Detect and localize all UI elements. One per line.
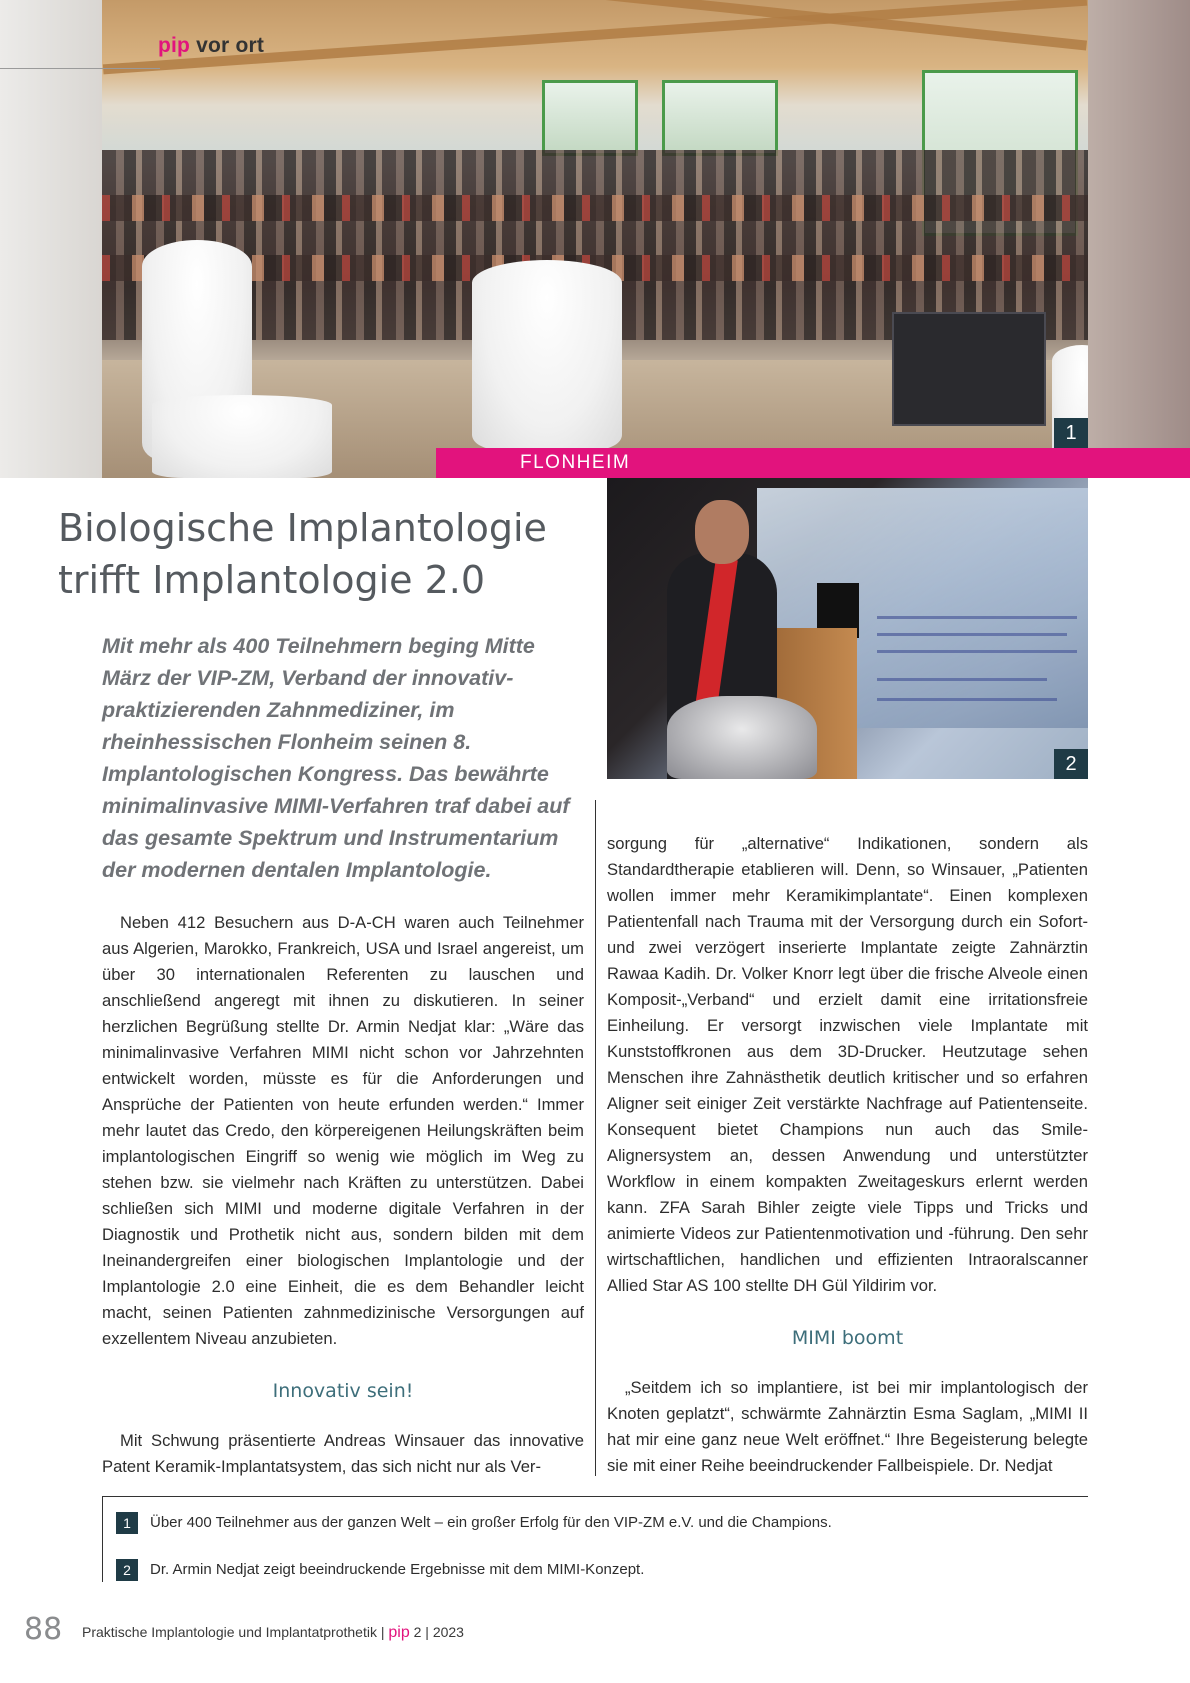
photo-number-badge: 1 (1054, 418, 1088, 448)
caption-number-badge: 2 (116, 1559, 138, 1581)
footer-separator: | (380, 1624, 385, 1640)
body-column-right (607, 831, 1088, 1479)
photo-caption: Über 400 Teilnehmer aus der ganzen Welt – ein großer Erfolg für den VIP-ZM e.V. und die Champions. (150, 1514, 832, 1531)
audience-row (102, 195, 1088, 221)
bistro-table (472, 260, 622, 450)
screen-text-line (877, 616, 1077, 619)
body-paragraph: Mit Schwung präsentierte Andreas Winsauer das innovative Patent Keramik-Implantatsystem, das sich nicht nur als Ver- (102, 1431, 584, 1476)
section-label (158, 34, 264, 58)
screen-text-line (877, 650, 1077, 653)
caption-rule (102, 1496, 1088, 1497)
location-label: FLONHEIM (520, 452, 631, 473)
silver-trophy (667, 696, 817, 779)
loudspeaker (892, 312, 1046, 426)
footer-journal (82, 1624, 464, 1642)
footer-issue: 2 | 2023 (413, 1624, 464, 1640)
header-rule (0, 68, 160, 69)
photo-right-margin (1088, 0, 1190, 478)
caption-rule (102, 1496, 103, 1582)
body-paragraph: Neben 412 Besuchern aus D-A-CH waren auch Teilnehmer aus Algerien, Marokko, Frankreich, USA und Israel angereist, um über 30 internationalen Referenten zu lauschen und anschließend angeregt mit ihnen zu diskutieren. In seiner herzlichen Begrüßung stellte Dr. Armin Nedjat klar: „Wäre das minimalinvasive Verfahren MIMI nicht schon vor Jahrzehnten entwickelt worden, müsste es für die Anforderungen und Ansprüche der Patienten von heute erfunden werden.“ Immer mehr lautet das Credo, den körpereigenen Heilungskräften beim implantologischen Eingriff so wenig wie möglich im Weg zu stehen bzw. sie vielmehr nach Kräften zu unterstützen. Dabei schließen sich MIMI und moderne digitale Verfahren in der Diagnostik und Prothetik nicht aus, sondern bilden mit dem Ineinandergreifen einer biologischen Implantologie und der Implantologie 2.0 eine Einheit, die es dem Behandler leicht macht, seinen Patienten zahnmedizinische Versorgungen auf exzellentem Niveau anzubieten. (102, 913, 584, 1348)
page-number: 88 (24, 1612, 63, 1647)
photo-caption: Dr. Armin Nedjat zeigt beeindruckende Ergebnisse mit dem MIMI-Konzept. (150, 1561, 645, 1578)
hall-window (662, 80, 778, 156)
screen-text-line (877, 698, 1057, 701)
caption-number-badge: 1 (116, 1512, 138, 1534)
article-headline (58, 502, 578, 606)
speaker-head (695, 500, 749, 564)
photo-number-badge: 2 (1054, 749, 1088, 779)
screen-text-line (877, 678, 1047, 681)
body-column-left (102, 910, 584, 1480)
journal-title: Praktische Implantologie und Implantatprothetik (82, 1624, 377, 1640)
body-paragraph: sorgung für „alternative“ Indikationen, sondern als Standardtherapie etablieren will. Denn, so Winsauer, „Patienten wollen immer mehr Keramikimplantate“. Einen komplexen Patientenfall nach Trauma mit der Versorgung durch ein Sofort- und zwei verzögert inserierte Implantate zeigte Zahnärztin Rawaa Kadih. Dr. Volker Knorr legt über die frische Alveole einen Komposit-„Verband“ und erzielt damit eine irritationsfreie Einheilung. Er versorgt inzwischen viele Implantate mit Kunststoffkronen aus dem 3D-Drucker. Heutzutage sehen Menschen ihre Zahnästhetik deutlich kritischer und so erfahren Aligner seit einiger Zeit verstärkte Nachfrage auf Patientenseite. Konsequent bietet Champions nun auch das Smile-Alignersystem an, dessen Anwendung und unterstützter Workflow in einem kompakten Zweitageskurs erlernt werden kann. ZFA Sarah Bihler zeigte viele Tipps und Tricks und animierte Videos zur Patientenmotivation und -führung. Den sehr wirtschaftlichen, handlichen und effizienten Intraoralscanner Allied Star AS 100 stellte DH Gül Yildirim vor. (607, 834, 1088, 1295)
section-brand: pip (158, 34, 191, 57)
footer-brand: pip (388, 1624, 410, 1641)
photo-left-margin (0, 0, 102, 478)
subheading: MIMI boomt (791, 1327, 904, 1349)
body-paragraph: „Seitdem ich so implantiere, ist bei mir implantologisch der Knoten geplatzt“, schwärmte Zahnärztin Esma Saglam, „MIMI II hat mir eine ganz neue Welt eröffnet.“ Ihre Begeisterung belegte sie mit einer Reihe beeindruckender Fallbeispiele. Dr. Nedjat (607, 1378, 1088, 1475)
column-divider (595, 800, 596, 1476)
article-lead: Mit mehr als 400 Teilnehmern beging Mitte März der VIP-ZM, Verband der innovativ-praktizierenden Zahnmediziner, im rheinhessischen Flonheim seinen 8. Implantologischen Kongress. Das bewährte minimalinvasive MIMI-Verfahren traf dabei auf das gesamte Spektrum und Instrumentarium der modernen dentalen Implantologie. (102, 634, 570, 882)
hall-window (542, 80, 638, 156)
section-name: vor ort (196, 34, 265, 57)
headline-line: trifft Implantologie 2.0 (58, 558, 486, 602)
subheading: Innovativ sein! (272, 1380, 414, 1402)
bistro-table (152, 395, 332, 478)
screen-text-line (877, 633, 1067, 636)
conference-hall-photo (102, 0, 1088, 478)
speaker-photo (607, 478, 1088, 779)
headline-line: Biologische Implantologie (58, 506, 547, 550)
